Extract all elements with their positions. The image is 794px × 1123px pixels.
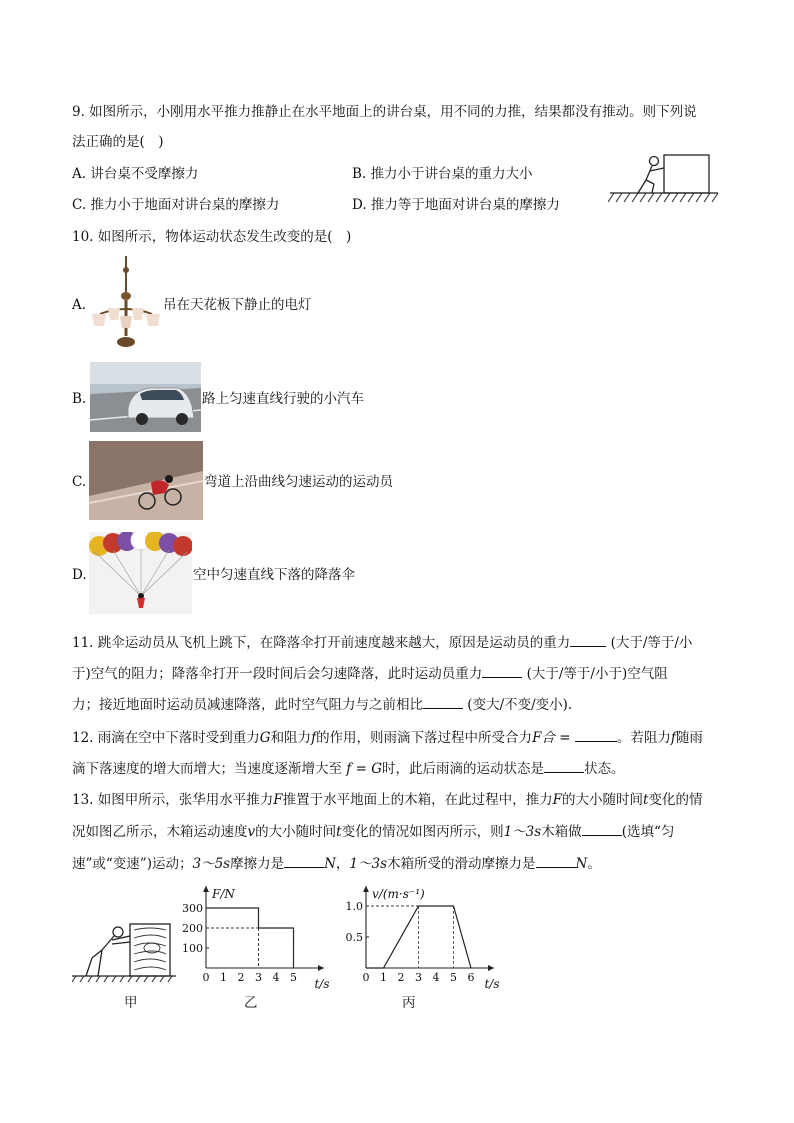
crate-box (130, 924, 170, 976)
chandelier-photo[interactable] (90, 256, 162, 352)
ground-hatch (608, 193, 718, 202)
q12-text: 随雨 (675, 730, 703, 746)
wood-grain (134, 928, 166, 970)
y-axis-arrow (363, 886, 369, 892)
x-tick-label: 0 (202, 971, 210, 984)
fig-label-yi: 乙 (244, 995, 258, 1011)
math-f-equals-g: f = G (346, 761, 382, 777)
q13-line-2 (72, 821, 674, 842)
math-f: F (552, 792, 563, 808)
q12-text: 和阻力 (270, 730, 312, 746)
q12-text: 的作用，则雨滴下落过程中所受合力 (316, 730, 533, 746)
q9-stem-line-2: 法正确的是( ) (72, 134, 164, 150)
y-tick-label: 300 (182, 902, 203, 915)
x-tick-label: 4 (272, 971, 280, 984)
q13-text: 的大小随时间 (255, 824, 337, 840)
q11-line-3 (72, 694, 572, 715)
math-f: f (311, 730, 317, 746)
q11-text: 11. 跳伞运动员从飞机上跳下，在降落伞打开前速度越来越大，原因是运动员的重力 (72, 635, 571, 651)
series-line (206, 908, 294, 968)
q13-blank-2[interactable] (284, 853, 324, 868)
q13-figure-jia-pushing-crate (72, 918, 178, 984)
y-axis-label: v/(m·s⁻¹) (372, 887, 425, 901)
q9-option-b[interactable]: B. 推力小于讲台桌的重力大小 (352, 166, 533, 182)
math-f: f (670, 730, 676, 746)
x-tick-label: 1 (220, 971, 227, 984)
math-t: t (643, 792, 649, 808)
q11-text: 力；接近地面时运动员减速降落，此时空气阻力与之前相比 (72, 697, 423, 713)
q12-text: 滴下落速度的增大而增大；当速度逐渐增大至 (72, 761, 342, 777)
x-tick-label: 5 (450, 971, 457, 984)
x-axis-arrow (488, 965, 494, 971)
math-range-1-3: 1～3s (349, 856, 388, 872)
q10-option-a-caption: 吊在天花板下静止的电灯 (163, 297, 312, 313)
x-tick-label: 2 (397, 971, 405, 984)
q12-blank-2[interactable] (544, 758, 584, 773)
person-icon (638, 157, 664, 194)
parachute-photo[interactable] (89, 532, 192, 614)
q12-line-2 (72, 758, 624, 779)
q12-text: 状态。 (583, 761, 625, 777)
math-f: F (273, 792, 283, 808)
q9-option-c[interactable]: C. 推力小于地面对讲台桌的摩擦力 (72, 197, 280, 213)
y-tick-label: 1.0 (345, 900, 363, 913)
y-axis-label: F/N (212, 887, 235, 901)
x-tick-label: 0 (362, 971, 370, 984)
q13-text: 。 (587, 856, 601, 872)
car-photo[interactable] (90, 362, 201, 432)
q11-blank-1[interactable] (570, 632, 606, 647)
q11-choices: (大于/等于/小 (610, 635, 693, 651)
x-tick-label: 5 (290, 971, 297, 984)
q10-option-d-caption: 空中匀速直线下落的降落伞 (193, 567, 355, 583)
q9-option-d[interactable]: D. 推力等于地面对讲台桌的摩擦力 (352, 197, 560, 213)
q11-line-1 (72, 632, 692, 653)
q11-text: 于)空气的阻力；降落伞打开一段时间后会匀速降落，此时运动员重力 (72, 666, 483, 682)
q11-line-2 (72, 663, 668, 684)
math-range-1-3: 1～3s (503, 824, 542, 840)
q13-text: 变化的情 (648, 792, 703, 808)
q11-blank-3[interactable] (423, 694, 463, 709)
x-axis-label: t/s (314, 977, 330, 991)
q13-text: 推置于水平地面上的木箱，在此过程中，推力 (282, 792, 553, 808)
q11-choices: (变大/不变/变小). (467, 697, 573, 713)
y-axis-arrow (203, 886, 209, 892)
q13-text: 木箱所受的滑动摩擦力是 (387, 856, 536, 872)
math-f-resultant: F合 = (532, 730, 571, 746)
unit-n: N (575, 856, 588, 872)
q13-text: 速”或“变速”)运动； (72, 856, 193, 872)
q9-stem-line-1: 9. 如图所示，小刚用水平推力推静止在水平地面上的讲台桌，用不同的力推，结果都没有推动。则下列说 (72, 104, 697, 120)
worker-icon (86, 927, 130, 976)
q11-choices: (大于/等于/小于)空气阻 (526, 666, 668, 682)
q10-option-b-letter[interactable]: B. (72, 391, 87, 407)
q13-text: 13. 如图甲所示，张华用水平推力 (72, 792, 274, 808)
q12-text: 时，此后雨滴的运动状态是 (381, 761, 544, 777)
q13-line-1 (72, 790, 702, 810)
math-g: G (259, 730, 271, 746)
q12-text: 12. 雨滴在空中下落时受到重力 (72, 730, 260, 746)
math-v: v (247, 824, 256, 840)
q13-text: (选填“匀 (621, 824, 675, 840)
q10-stem: 10. 如图所示，物体运动状态发生改变的是( ) (72, 229, 352, 245)
x-tick-label: 1 (380, 971, 387, 984)
chart-force-vs-time (180, 882, 330, 992)
q13-blank-1[interactable] (582, 821, 622, 836)
math-range-3-5: 3～5s (192, 856, 231, 872)
x-axis-arrow (318, 965, 324, 971)
q9-figure-pushing-desk (608, 150, 720, 208)
x-tick-label: 6 (467, 971, 475, 984)
q10-option-a-letter[interactable]: A. (72, 297, 87, 313)
x-axis-label: t/s (484, 977, 500, 991)
q13-text: 摩擦力是 (230, 856, 285, 872)
x-tick-label: 4 (432, 971, 440, 984)
desk-box (664, 155, 709, 193)
unit-n: N (324, 856, 336, 872)
q10-option-b-caption: 路上匀速直线行驶的小汽车 (202, 391, 364, 407)
q12-line-1 (72, 727, 703, 748)
q11-blank-2[interactable] (482, 663, 522, 678)
q10-option-d-letter[interactable]: D. (72, 567, 87, 583)
q13-text: 木箱做 (541, 824, 582, 840)
q13-text: 的大小随时间 (562, 792, 644, 808)
x-tick-label: 3 (415, 971, 422, 984)
q10-option-c-letter[interactable]: C. (72, 474, 87, 490)
math-t: t (336, 824, 342, 840)
q9-option-a[interactable]: A. 讲台桌不受摩擦力 (72, 166, 199, 182)
q13-text: ， (335, 856, 350, 872)
chart-velocity-vs-time (336, 882, 500, 992)
q12-blank-1[interactable] (575, 727, 617, 742)
q13-blank-3[interactable] (536, 853, 576, 868)
y-tick-label: 100 (182, 942, 203, 955)
fig-label-bing: 丙 (402, 995, 416, 1011)
x-tick-label: 2 (237, 971, 245, 984)
fig-label-jia: 甲 (124, 995, 138, 1011)
q13-text: 况如图乙所示，木箱运动速度 (72, 824, 248, 840)
y-tick-label: 200 (182, 922, 203, 935)
y-tick-label: 0.5 (345, 931, 363, 944)
cyclist-photo[interactable] (89, 441, 203, 520)
q12-text: 。若阻力 (616, 730, 671, 746)
q13-line-3 (72, 853, 601, 874)
q13-text: 变化的情况如图丙所示，则 (341, 824, 504, 840)
x-tick-label: 3 (255, 971, 262, 984)
q10-option-c-caption: 弯道上沿曲线匀速运动的运动员 (204, 474, 393, 490)
